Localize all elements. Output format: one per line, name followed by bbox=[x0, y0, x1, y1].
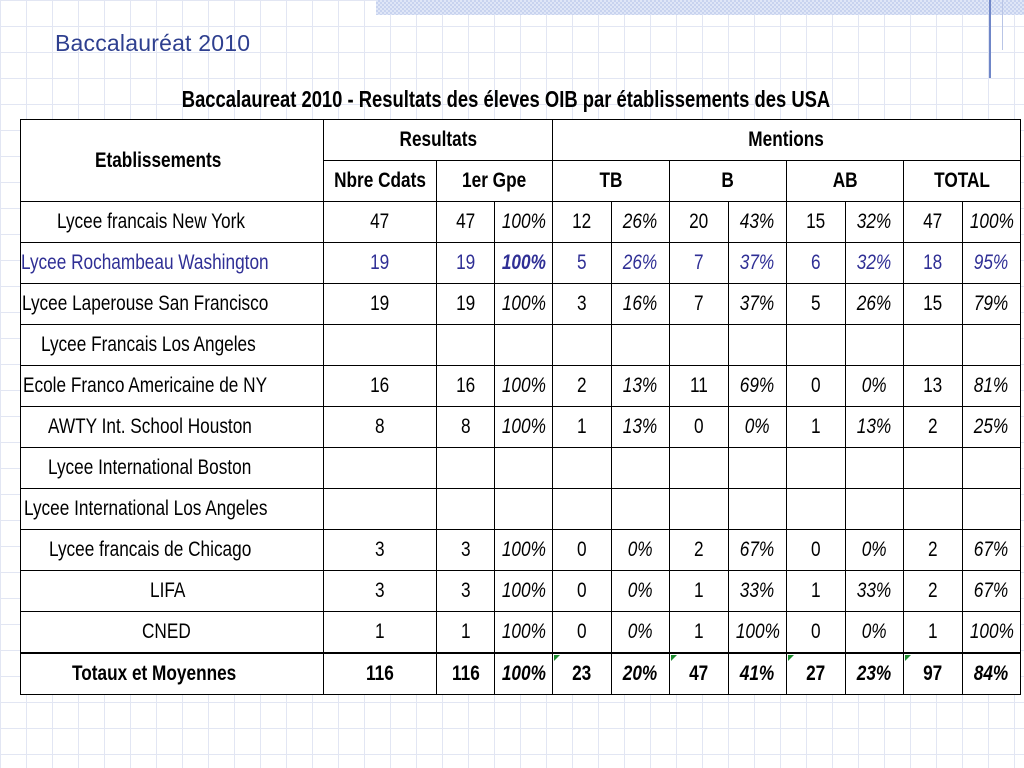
table-row bbox=[21, 325, 1021, 366]
table-row bbox=[21, 571, 1021, 612]
percent-cell: 67% bbox=[963, 530, 1021, 571]
count-cell: 47 bbox=[904, 202, 963, 243]
percent-cell: 32% bbox=[846, 243, 904, 284]
percent-cell: 79% bbox=[963, 284, 1021, 325]
count-cell: 47 bbox=[670, 653, 729, 695]
percent-cell: 33% bbox=[846, 571, 904, 612]
count-cell: 0 bbox=[787, 366, 846, 407]
count-cell: 8 bbox=[323, 407, 436, 448]
percent-cell: 100% bbox=[495, 530, 553, 571]
percent-cell: 67% bbox=[963, 571, 1021, 612]
count-cell: 16 bbox=[437, 366, 495, 407]
count-cell: 0 bbox=[553, 612, 612, 654]
header-nbre-cdats: Nbre Cdats bbox=[323, 161, 436, 202]
percent-cell: 13% bbox=[846, 407, 904, 448]
count-cell bbox=[323, 325, 436, 366]
count-cell: 2 bbox=[904, 407, 963, 448]
percent-cell: 100% bbox=[495, 202, 553, 243]
header-1er-gpe: 1er Gpe bbox=[437, 161, 553, 202]
count-cell: 1 bbox=[437, 612, 495, 654]
establishment-name: Lycee Francais Los Angeles bbox=[21, 325, 324, 366]
header-b: B bbox=[670, 161, 787, 202]
decorative-vertical-rule-thin bbox=[1002, 0, 1003, 50]
establishment-name: Totaux et Moyennes bbox=[21, 653, 324, 695]
count-cell bbox=[904, 325, 963, 366]
table-row bbox=[21, 407, 1021, 448]
count-cell bbox=[787, 325, 846, 366]
percent-cell: 100% bbox=[495, 366, 553, 407]
table-caption: Baccalaureat 2010 - Resultats des éleves OIB par établissements des USA bbox=[181, 86, 831, 112]
percent-cell: 23% bbox=[846, 653, 904, 695]
count-cell: 8 bbox=[437, 407, 495, 448]
percent-cell: 81% bbox=[963, 366, 1021, 407]
count-cell: 23 bbox=[553, 653, 612, 695]
count-cell: 19 bbox=[437, 284, 495, 325]
percent-cell: 0% bbox=[612, 571, 670, 612]
count-cell bbox=[904, 448, 963, 489]
percent-cell: 84% bbox=[963, 653, 1021, 695]
count-cell bbox=[670, 448, 729, 489]
percent-cell: 100% bbox=[729, 612, 787, 654]
header-resultats: Resultats bbox=[323, 120, 552, 161]
table-row bbox=[21, 202, 1021, 243]
establishment-name: Lycee Laperouse San Francisco bbox=[21, 284, 324, 325]
percent-cell: 100% bbox=[495, 243, 553, 284]
count-cell: 7 bbox=[670, 243, 729, 284]
count-cell bbox=[437, 489, 495, 530]
establishment-name: CNED bbox=[21, 612, 324, 654]
count-cell: 19 bbox=[323, 284, 436, 325]
table-row bbox=[21, 366, 1021, 407]
count-cell bbox=[323, 448, 436, 489]
count-cell: 27 bbox=[787, 653, 846, 695]
count-cell bbox=[323, 489, 436, 530]
percent-cell: 0% bbox=[846, 530, 904, 571]
count-cell: 18 bbox=[904, 243, 963, 284]
table-row bbox=[21, 530, 1021, 571]
count-cell bbox=[787, 448, 846, 489]
percent-cell: 0% bbox=[612, 612, 670, 654]
count-cell: 0 bbox=[553, 530, 612, 571]
count-cell: 116 bbox=[437, 653, 495, 695]
count-cell: 15 bbox=[904, 284, 963, 325]
count-cell: 0 bbox=[670, 407, 729, 448]
count-cell: 1 bbox=[670, 612, 729, 654]
percent-cell bbox=[963, 489, 1021, 530]
count-cell bbox=[787, 489, 846, 530]
establishment-name: Lycee International Los Angeles bbox=[21, 489, 324, 530]
percent-cell: 26% bbox=[612, 243, 670, 284]
header-row-1 bbox=[21, 120, 1021, 161]
count-cell: 16 bbox=[323, 366, 436, 407]
count-cell: 7 bbox=[670, 284, 729, 325]
percent-cell bbox=[846, 448, 904, 489]
percent-cell: 16% bbox=[612, 284, 670, 325]
percent-cell: 13% bbox=[612, 366, 670, 407]
percent-cell: 100% bbox=[495, 407, 553, 448]
percent-cell: 25% bbox=[963, 407, 1021, 448]
percent-cell: 0% bbox=[729, 407, 787, 448]
count-cell: 6 bbox=[787, 243, 846, 284]
table-row bbox=[21, 243, 1021, 284]
percent-cell: 67% bbox=[729, 530, 787, 571]
header-ab: AB bbox=[787, 161, 904, 202]
count-cell bbox=[553, 489, 612, 530]
count-cell bbox=[553, 325, 612, 366]
count-cell: 3 bbox=[553, 284, 612, 325]
percent-cell: 0% bbox=[612, 530, 670, 571]
slide-title: Baccalauréat 2010 bbox=[55, 30, 251, 56]
percent-cell bbox=[612, 325, 670, 366]
count-cell: 47 bbox=[437, 202, 495, 243]
percent-cell bbox=[612, 489, 670, 530]
count-cell: 1 bbox=[904, 612, 963, 654]
percent-cell bbox=[495, 489, 553, 530]
percent-cell: 100% bbox=[495, 284, 553, 325]
percent-cell: 100% bbox=[495, 653, 553, 695]
establishment-name: Lycee francais New York bbox=[21, 202, 324, 243]
establishment-name: Lycee International Boston bbox=[21, 448, 324, 489]
percent-cell: 37% bbox=[729, 284, 787, 325]
percent-cell bbox=[846, 325, 904, 366]
count-cell bbox=[670, 489, 729, 530]
percent-cell: 20% bbox=[612, 653, 670, 695]
totals-row bbox=[21, 653, 1021, 695]
percent-cell: 33% bbox=[729, 571, 787, 612]
decorative-vertical-rule bbox=[989, 0, 991, 78]
percent-cell bbox=[729, 325, 787, 366]
establishment-name: AWTY Int. School Houston bbox=[21, 407, 324, 448]
top-decorative-band bbox=[376, 0, 1024, 15]
count-cell: 1 bbox=[787, 571, 846, 612]
percent-cell: 69% bbox=[729, 366, 787, 407]
count-cell: 0 bbox=[553, 571, 612, 612]
count-cell: 5 bbox=[553, 243, 612, 284]
percent-cell: 37% bbox=[729, 243, 787, 284]
percent-cell: 26% bbox=[846, 284, 904, 325]
percent-cell: 0% bbox=[846, 366, 904, 407]
count-cell: 97 bbox=[904, 653, 963, 695]
establishment-name: LIFA bbox=[21, 571, 324, 612]
count-cell: 1 bbox=[670, 571, 729, 612]
header-total: TOTAL bbox=[904, 161, 1021, 202]
count-cell bbox=[437, 325, 495, 366]
count-cell: 19 bbox=[323, 243, 436, 284]
table-row bbox=[21, 489, 1021, 530]
percent-cell: 32% bbox=[846, 202, 904, 243]
percent-cell: 100% bbox=[963, 612, 1021, 654]
percent-cell: 95% bbox=[963, 243, 1021, 284]
count-cell: 0 bbox=[787, 612, 846, 654]
percent-cell bbox=[612, 448, 670, 489]
percent-cell: 13% bbox=[612, 407, 670, 448]
header-mentions: Mentions bbox=[553, 120, 1021, 161]
percent-cell bbox=[729, 448, 787, 489]
count-cell: 3 bbox=[437, 571, 495, 612]
percent-cell bbox=[963, 325, 1021, 366]
count-cell: 3 bbox=[323, 530, 436, 571]
establishment-name: Lycee francais de Chicago bbox=[21, 530, 324, 571]
percent-cell: 0% bbox=[846, 612, 904, 654]
count-cell: 47 bbox=[323, 202, 436, 243]
header-etablissements: Etablissements bbox=[21, 120, 324, 202]
table-row bbox=[21, 284, 1021, 325]
count-cell: 2 bbox=[904, 530, 963, 571]
count-cell: 15 bbox=[787, 202, 846, 243]
establishment-name: Lycee Rochambeau Washington bbox=[21, 243, 324, 284]
count-cell bbox=[670, 325, 729, 366]
count-cell: 19 bbox=[437, 243, 495, 284]
count-cell: 3 bbox=[323, 571, 436, 612]
percent-cell: 100% bbox=[963, 202, 1021, 243]
count-cell bbox=[437, 448, 495, 489]
count-cell: 1 bbox=[553, 407, 612, 448]
count-cell: 20 bbox=[670, 202, 729, 243]
percent-cell: 41% bbox=[729, 653, 787, 695]
count-cell: 2 bbox=[553, 366, 612, 407]
percent-cell bbox=[495, 448, 553, 489]
count-cell: 12 bbox=[553, 202, 612, 243]
count-cell: 1 bbox=[787, 407, 846, 448]
count-cell: 2 bbox=[670, 530, 729, 571]
percent-cell: 43% bbox=[729, 202, 787, 243]
results-table bbox=[20, 119, 1021, 695]
table-row bbox=[21, 448, 1021, 489]
count-cell: 13 bbox=[904, 366, 963, 407]
count-cell: 3 bbox=[437, 530, 495, 571]
count-cell: 0 bbox=[787, 530, 846, 571]
percent-cell bbox=[846, 489, 904, 530]
table-row bbox=[21, 612, 1021, 654]
percent-cell: 100% bbox=[495, 571, 553, 612]
percent-cell bbox=[729, 489, 787, 530]
count-cell: 2 bbox=[904, 571, 963, 612]
percent-cell: 100% bbox=[495, 612, 553, 654]
count-cell: 5 bbox=[787, 284, 846, 325]
count-cell: 1 bbox=[323, 612, 436, 654]
header-tb: TB bbox=[553, 161, 670, 202]
count-cell bbox=[553, 448, 612, 489]
percent-cell: 26% bbox=[612, 202, 670, 243]
count-cell: 11 bbox=[670, 366, 729, 407]
count-cell bbox=[904, 489, 963, 530]
establishment-name: Ecole Franco Americaine de NY bbox=[21, 366, 324, 407]
percent-cell bbox=[495, 325, 553, 366]
count-cell: 116 bbox=[323, 653, 436, 695]
percent-cell bbox=[963, 448, 1021, 489]
